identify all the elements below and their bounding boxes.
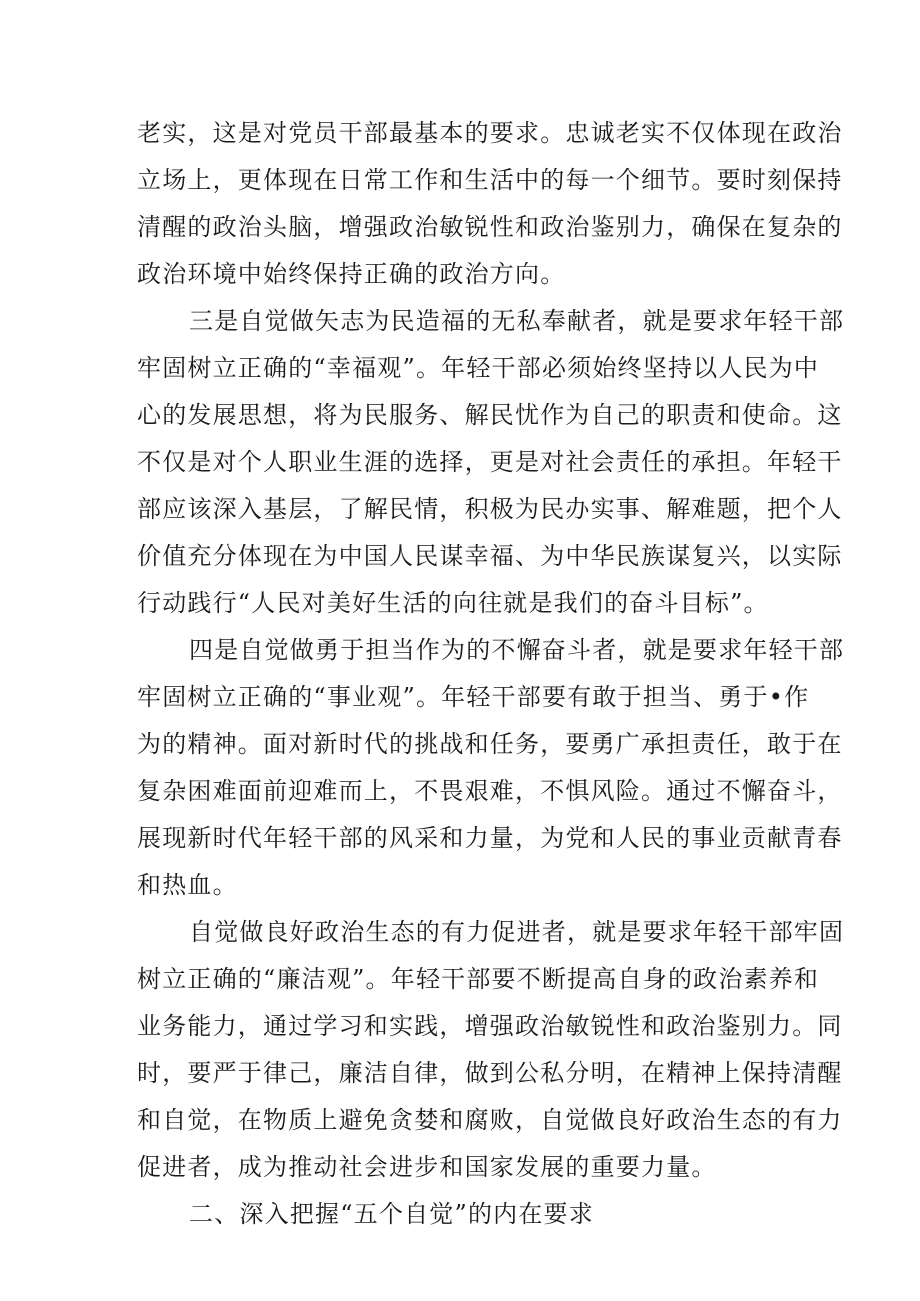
text-line: 和热血。 (137, 871, 238, 899)
text-line: 牢固树立正确的“幸福观”。年轻干部必须始终坚持以人民为中 (137, 354, 820, 382)
paragraph-first-line: 三是自觉做矢志为民造福的无私奉献者，就是要求年轻干部 (189, 307, 845, 335)
text-line: 树立正确的“廉洁观”。年轻干部要不断提高自身的政治素养和 (137, 965, 820, 993)
text-line: 立场上，更体现在日常工作和生活中的每一个细节。要时刻保持 (137, 166, 843, 194)
text-line: 部应该深入基层，了解民情，积极为民办实事、解难题，把个人 (137, 495, 843, 523)
paragraph-first-line: 自觉做良好政治生态的有力促进者，就是要求年轻干部牢固 (189, 918, 845, 946)
text-line: 政治环境中始终保持正确的政治方向。 (137, 260, 566, 288)
text-line: 不仅是对个人职业生涯的选择，更是对社会责任的承担。年轻干 (137, 448, 843, 476)
text-line: 价值充分体现在为中国人民谋幸福、为中华民族谋复兴，以实际 (137, 542, 843, 570)
text-line: 展现新时代年轻干部的风采和力量，为党和人民的事业贡献青春 (137, 824, 843, 852)
section-heading: 二、深入把握“五个自觉”的内在要求 (189, 1200, 594, 1228)
text-line: 牢固树立正确的“事业观”。年轻干部要有敢于担当、勇于•作 (137, 683, 810, 711)
text-line: 复杂困难面前迎难而上，不畏艰难，不惧风险。通过不懈奋斗， (137, 777, 843, 805)
paragraph-first-line: 四是自觉做勇于担当作为的不懈奋斗者，就是要求年轻干部 (189, 636, 845, 664)
text-line: 时，要严于律己，廉洁自律，做到公私分明，在精神上保持清醒 (137, 1059, 843, 1087)
text-line: 清醒的政治头脑，增强政治敏锐性和政治鉴别力，确保在复杂的 (137, 213, 843, 241)
document-page (137, 110, 845, 1238)
text-line: 心的发展思想，将为民服务、解民忧作为自己的职责和使命。这 (137, 401, 843, 429)
text-line: 业务能力，通过学习和实践，增强政治敏锐性和政治鉴别力。同 (137, 1012, 843, 1040)
text-line: 促进者，成为推动社会进步和国家发展的重要力量。 (137, 1153, 717, 1181)
text-line: 为的精神。面对新时代的挑战和任务，要勇广承担责任，敢于在 (137, 730, 843, 758)
text-line: 老实，这是对党员干部最基本的要求。忠诚老实不仅体现在政治 (137, 119, 843, 147)
text-line: 和自觉，在物质上避免贪婪和腐败，自觉做良好政治生态的有力 (137, 1106, 843, 1134)
text-line: 行动践行“人民对美好生活的向往就是我们的奋斗目标”。 (137, 589, 769, 617)
